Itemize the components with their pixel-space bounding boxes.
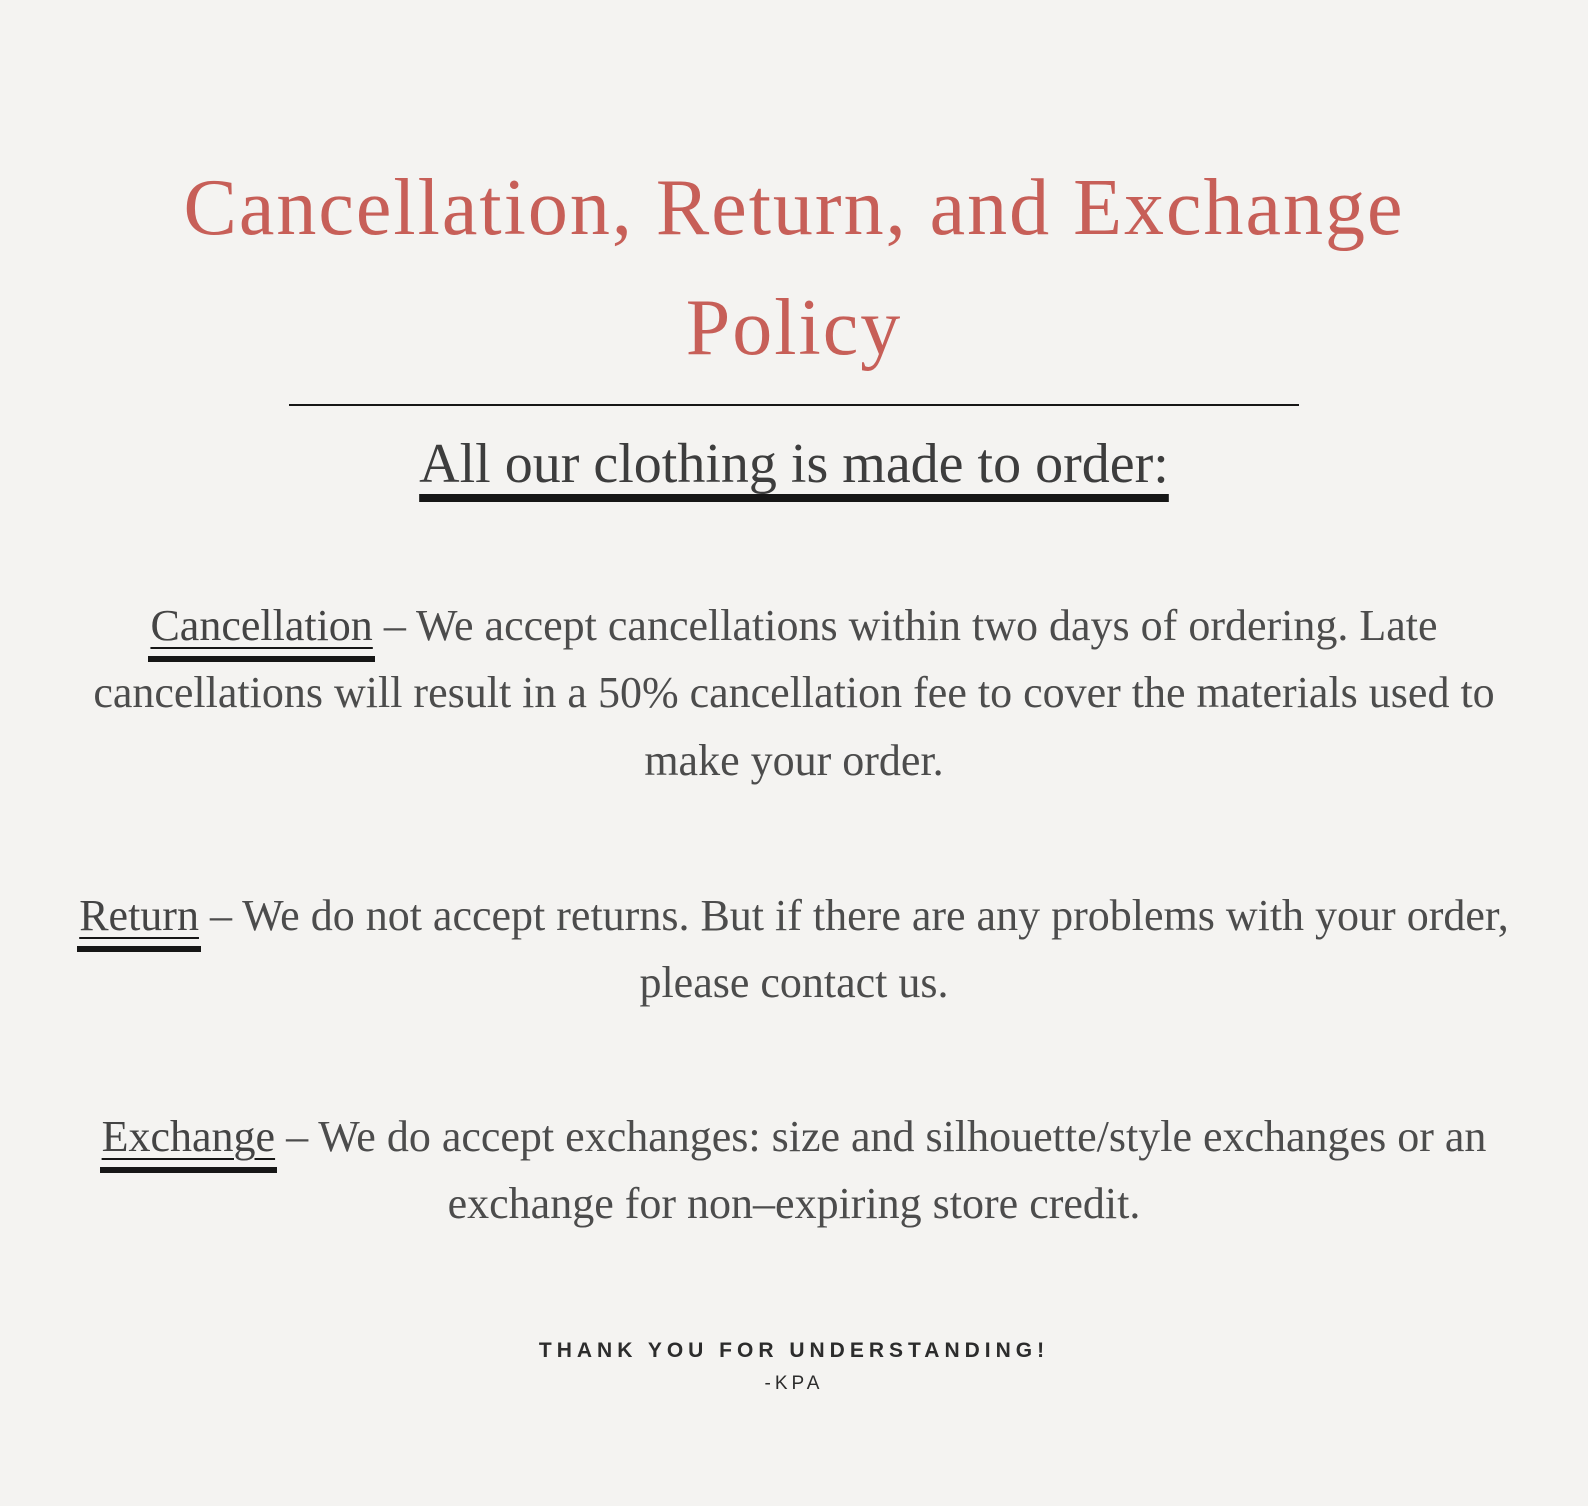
made-to-order-subheading: All our clothing is made to order: [419, 433, 1169, 495]
cancellation-text: – We accept cancellations within two days of ordering. Late cancellations will result in a 50% cancellation fee to cover the materials used to make your order. [93, 601, 1495, 785]
exchange-policy-paragraph [69, 1103, 1519, 1238]
exchange-text: – We do accept exchanges: size and silhouette/style exchanges or an exchange for non–expiring store credit. [275, 1111, 1487, 1228]
page-title [0, 148, 1588, 388]
cancellation-policy-paragraph [69, 592, 1519, 794]
footer-signature: -KPA [764, 1373, 824, 1395]
cancellation-term: Cancellation [150, 592, 372, 659]
return-term: Return [79, 882, 199, 949]
footer [0, 1339, 1588, 1395]
page-title-line-2: Policy [685, 284, 903, 372]
page-title-line-1: Cancellation, Return, and Exchange [183, 164, 1405, 252]
return-text: – We do not accept returns. But if there are any problems with your order, please contact us. [198, 890, 1509, 1008]
return-policy-paragraph [69, 882, 1519, 1017]
footer-thanks-text: THANK YOU FOR UNDERSTANDING! [538, 1339, 1050, 1363]
title-divider [289, 404, 1299, 406]
exchange-term: Exchange [102, 1103, 275, 1170]
